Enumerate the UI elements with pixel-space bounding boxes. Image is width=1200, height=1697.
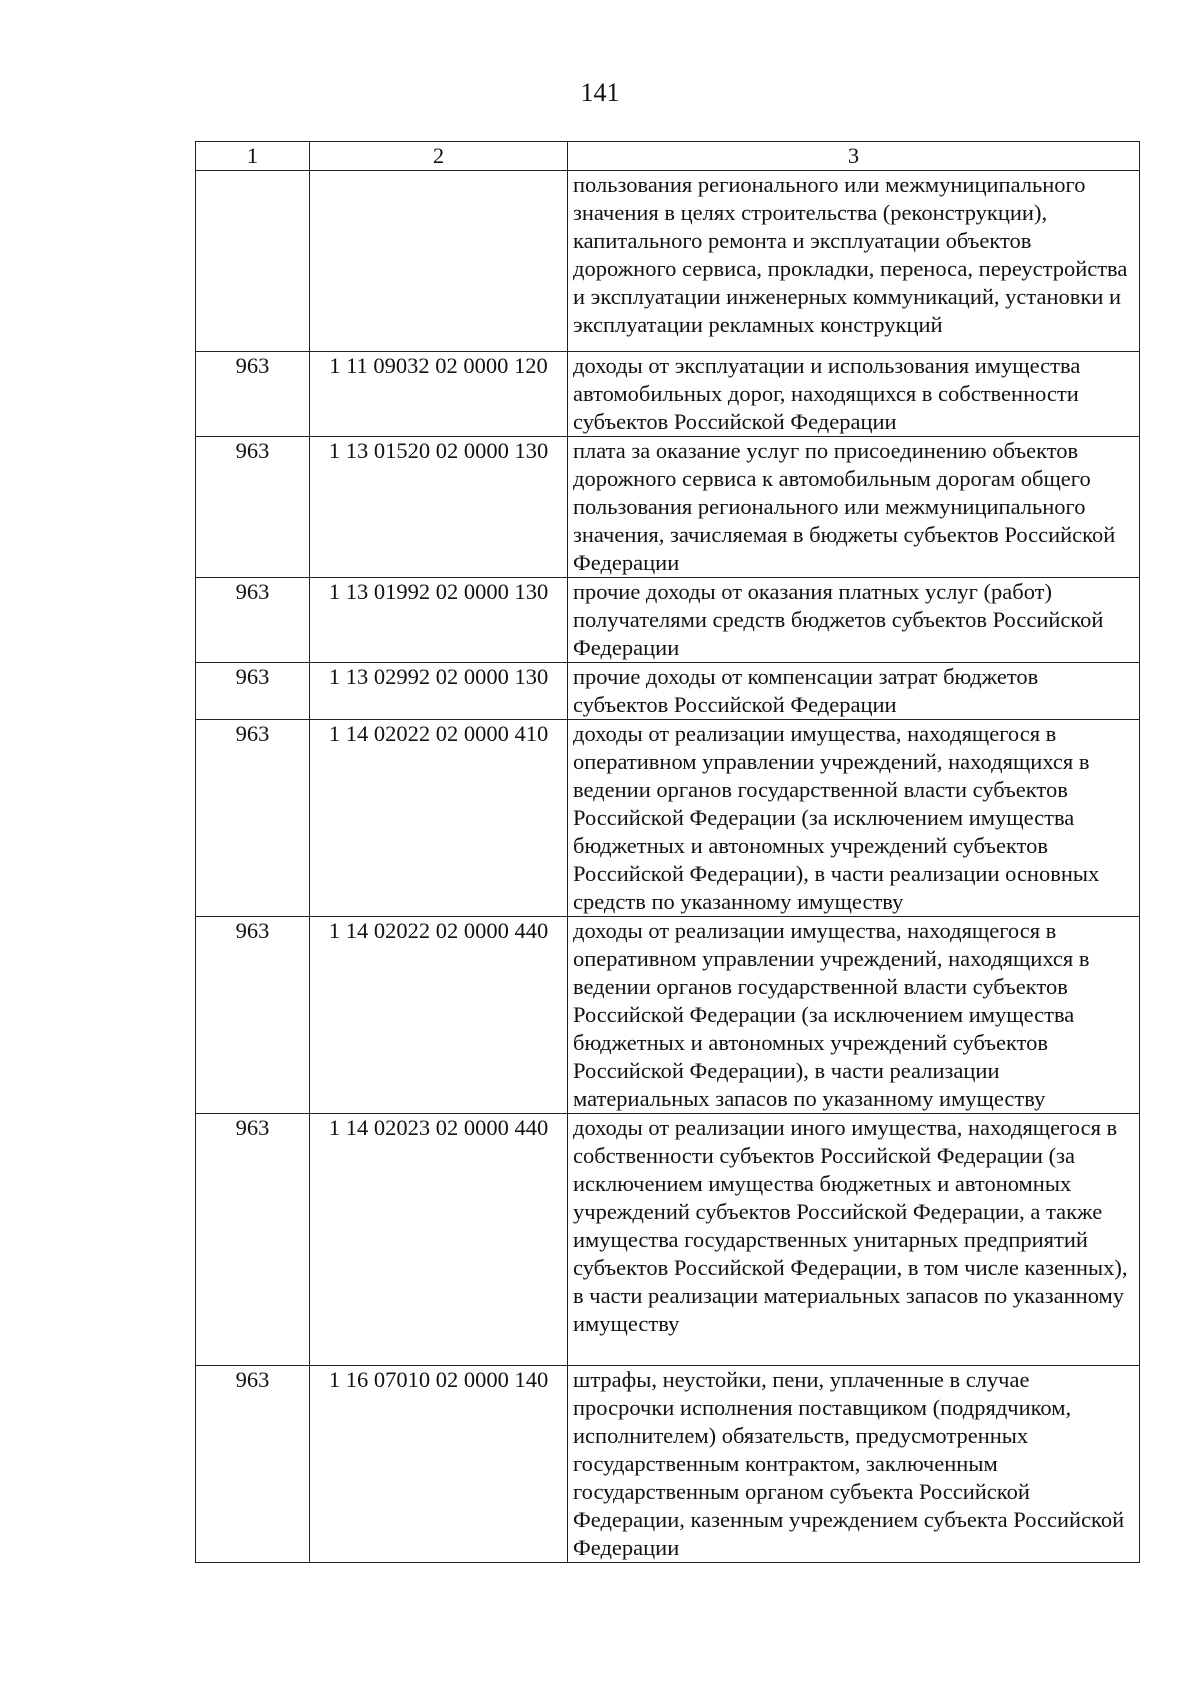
- revenue-code-cell: 1 13 01520 02 0000 130: [310, 437, 568, 578]
- revenue-codes-table: [195, 141, 1140, 1563]
- header-col-1: 1: [196, 142, 310, 171]
- revenue-code-cell: 1 16 07010 02 0000 140: [310, 1366, 568, 1563]
- revenue-code-cell: [310, 171, 568, 352]
- table-row: [196, 917, 1140, 1114]
- description-cell: плата за оказание услуг по присоединению объектов дорожного сервиса к автомобильным дорогам общего пользования регионального или межмуниципального значения, зачисляемая в бюджеты субъектов Российской Федерации: [568, 437, 1140, 578]
- revenue-code-cell: 1 13 01992 02 0000 130: [310, 578, 568, 663]
- table-row: [196, 1114, 1140, 1366]
- revenue-code-cell: 1 14 02023 02 0000 440: [310, 1114, 568, 1366]
- description-cell: прочие доходы от оказания платных услуг (работ) получателями средств бюджетов субъектов Российской Федерации: [568, 578, 1140, 663]
- revenue-code-cell: 1 13 02992 02 0000 130: [310, 663, 568, 720]
- table-row: [196, 578, 1140, 663]
- admin-code-cell: 963: [196, 578, 310, 663]
- table-row: [196, 352, 1140, 437]
- table-row: [196, 171, 1140, 352]
- admin-code-cell: 963: [196, 1366, 310, 1563]
- table-row: [196, 663, 1140, 720]
- description-cell: доходы от реализации иного имущества, находящегося в собственности субъектов Российской Федерации (за исключением имущества бюджетных и автономных учреждений субъектов Российской Федерации, а также имущества государственных унитарных предприятий субъектов Российской Федерации, в том числе казенных), в части реализации материальных запасов по указанному имуществу: [568, 1114, 1140, 1366]
- header-col-3: 3: [568, 142, 1140, 171]
- admin-code-cell: 963: [196, 437, 310, 578]
- description-cell: штрафы, неустойки, пени, уплаченные в случае просрочки исполнения поставщиком (подрядчиком, исполнителем) обязательств, предусмотренных государственным контрактом, заключенным государственным органом субъекта Российской Федерации, казенным учреждением субъекта Российской Федерации: [568, 1366, 1140, 1563]
- admin-code-cell: 963: [196, 1114, 310, 1366]
- table-row: [196, 720, 1140, 917]
- description-cell: пользования регионального или межмуниципального значения в целях строительства (реконструкции), капитального ремонта и эксплуатации объектов дорожного сервиса, прокладки, переноса, переустройства и эксплуатации инженерных коммуникаций, установки и эксплуатации рекламных конструкций: [568, 171, 1140, 352]
- description-cell: доходы от реализации имущества, находящегося в оперативном управлении учреждений, находящихся в ведении органов государственной власти субъектов Российской Федерации (за исключением имущества бюджетных и автономных учреждений субъектов Российской Федерации), в части реализации основных средств по указанному имуществу: [568, 720, 1140, 917]
- table-row: [196, 437, 1140, 578]
- header-col-2: 2: [310, 142, 568, 171]
- description-cell: доходы от эксплуатации и использования имущества автомобильных дорог, находящихся в собственности субъектов Российской Федерации: [568, 352, 1140, 437]
- admin-code-cell: 963: [196, 663, 310, 720]
- table-header-row: [196, 142, 1140, 171]
- table-row: [196, 1366, 1140, 1563]
- revenue-code-cell: 1 14 02022 02 0000 410: [310, 720, 568, 917]
- revenue-code-cell: 1 14 02022 02 0000 440: [310, 917, 568, 1114]
- description-cell: прочие доходы от компенсации затрат бюджетов субъектов Российской Федерации: [568, 663, 1140, 720]
- page-number: 141: [580, 78, 620, 107]
- admin-code-cell: 963: [196, 352, 310, 437]
- admin-code-cell: 963: [196, 917, 310, 1114]
- revenue-code-cell: 1 11 09032 02 0000 120: [310, 352, 568, 437]
- description-cell: доходы от реализации имущества, находящегося в оперативном управлении учреждений, находящихся в ведении органов государственной власти субъектов Российской Федерации (за исключением имущества бюджетных и автономных учреждений субъектов Российской Федерации), в части реализации материальных запасов по указанному имуществу: [568, 917, 1140, 1114]
- admin-code-cell: 963: [196, 720, 310, 917]
- admin-code-cell: [196, 171, 310, 352]
